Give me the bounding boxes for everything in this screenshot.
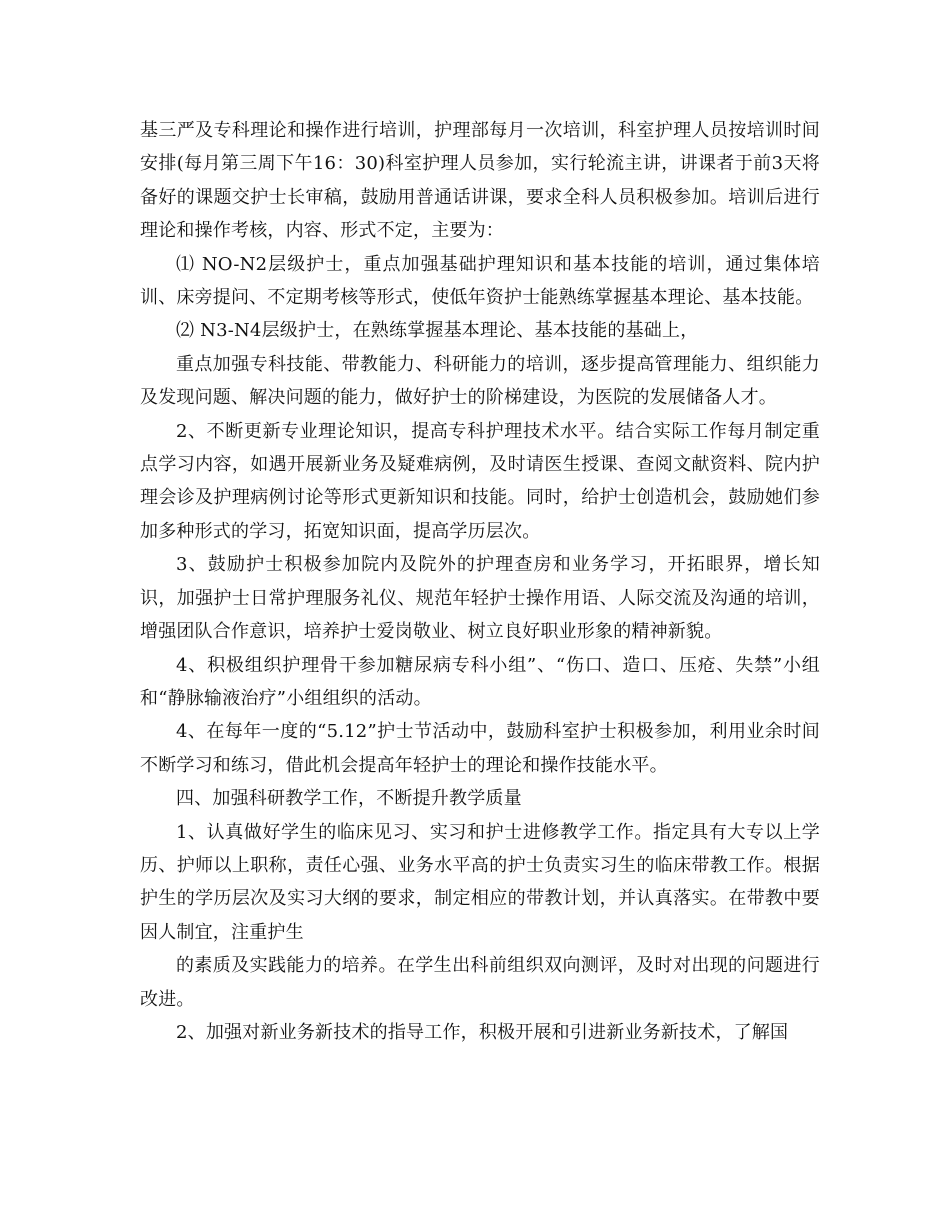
paragraph-8: 4、在每年一度的“5.12”护士节活动中，鼓励科室护士积极参加，利用业余时间不断学习和练习，借此机会提高年轻护士的理论和操作技能水平。: [140, 721, 820, 776]
section-heading: 四、加强科研教学工作，不断提升教学质量: [176, 788, 522, 810]
paragraph-3: ⑵ N3-N4层级护士，在熟练掌握基本理论、基本技能的基础上，: [176, 320, 699, 342]
paragraph-2: ⑴ NO-N2层级护士，重点加强基础护理知识和基本技能的培训，通过集体培训、床旁提问、不定期考核等形式，使低年资护士能熟练掌握基本理论、基本技能。: [140, 253, 820, 309]
paragraph-6: 3、鼓励护士积极参加院内及院外的护理查房和业务学习，开拓眼界，增长知识，加强护士日常护理服务礼仪、规范年轻护士操作用语、人际交流及沟通的培训，增强团队合作意识，培养护士爱岗敬业、树立良好职业形象的精神新貌。: [140, 554, 820, 643]
paragraph-9: 1、认真做好学生的临床见习、实习和护士进修教学工作。指定具有大专以上学历、护师以上职称，责任心强、业务水平高的护士负责实习生的临床带教工作。根据护生的学历层次及实习大纲的要求，制定相应的带教计划，并认真落实。在带教中要因人制宜，注重护生: [140, 821, 820, 943]
paragraph-5: 2、不断更新专业理论知识，提高专科护理技术水平。结合实际工作每月制定重点学习内容，如遇开展新业务及疑难病例，及时请医生授课、查阅文献资料、院内护理会诊及护理病例讨论等形式更新知识和技能。同时，给护士创造机会，鼓励她们参加多种形式的学习，拓宽知识面，提高学历层次。: [140, 420, 820, 542]
paragraph-7: 4、积极组织护理骨干参加糖尿病专科小组”、“伤口、造口、压疮、失禁”小组和“静脉输液治疗”小组组织的活动。: [140, 654, 820, 709]
paragraph-4: 重点加强专科技能、带教能力、科研能力的培训，逐步提高管理能力、组织能力及发现问题、解决问题的能力，做好护士的阶梯建设，为医院的发展储备人才。: [140, 353, 820, 409]
paragraph-10: 的素质及实践能力的培养。在学生出科前组织双向测评，及时对出现的问题进行改进。: [140, 955, 820, 1010]
paragraph-11: 2、加强对新业务新技术的指导工作，积极开展和引进新业务新技术，了解国: [176, 1021, 789, 1043]
paragraph-1: 基三严及专科理论和操作进行培训，护理部每月一次培训，科室护理人员按培训时间安排(每月第三周下午16：30)科室护理人员参加，实行轮流主讲，讲课者于前3天将备好的课题交护士长审稿，鼓励用普通话讲课，要求全科人员积极参加。培训后进行理论和操作考核，内容、形式不定，主要为：: [140, 120, 820, 242]
document-body: [140, 114, 820, 1049]
